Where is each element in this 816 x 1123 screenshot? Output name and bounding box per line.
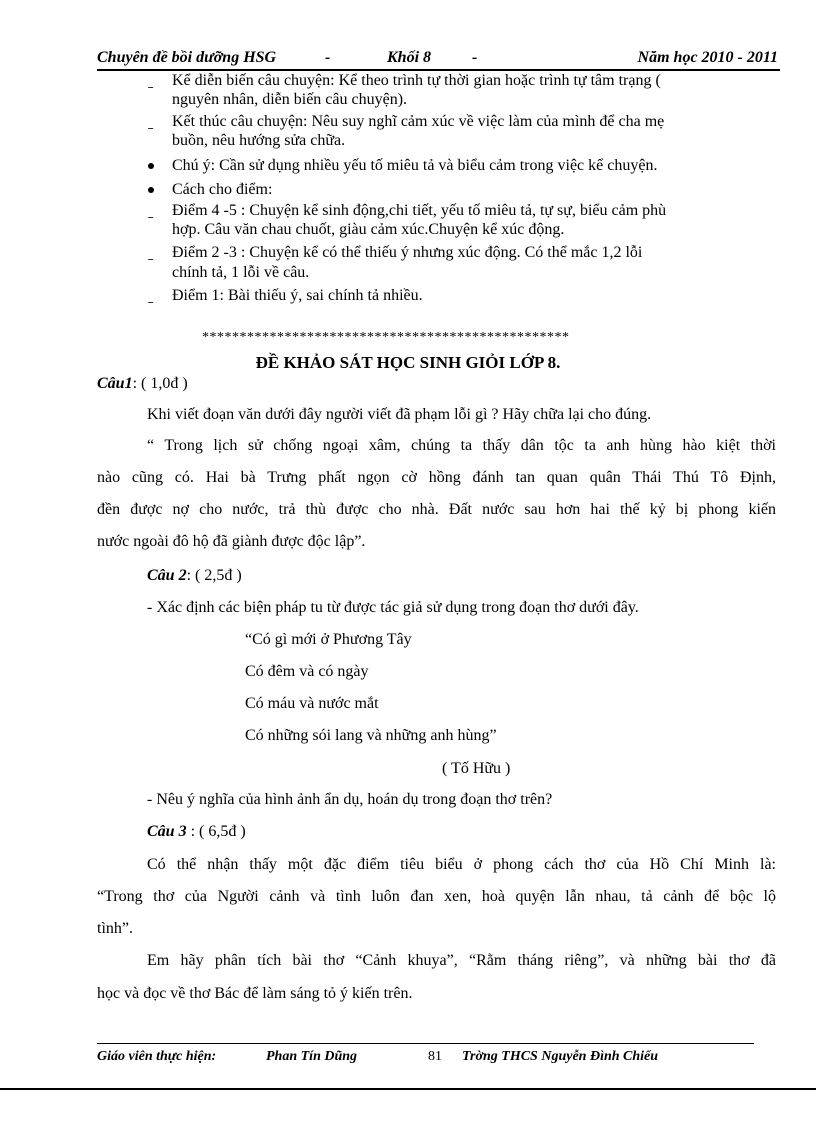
poem-line: “Có gì mới ở Phương Tây [245, 631, 412, 648]
poem-author: ( Tố Hữu ) [442, 760, 511, 777]
q1-score: : ( 1,0đ ) [132, 375, 188, 392]
footer-teacher-label: Giáo viên thực hiện: [97, 1049, 217, 1064]
bullet-text-line: Điểm 2 -3 : Chuyện kể có thể thiếu ý nhưng xúc động. Có thể mắc 1,2 lỗi [172, 244, 643, 261]
q3-score: : ( 6,5đ ) [186, 823, 246, 840]
dash-bullet-icon: ˍ [148, 203, 154, 220]
q3-text-line: tình”. [97, 920, 133, 937]
exam-title: ĐỀ KHẢO SÁT HỌC SINH GIỎI LỚP 8. [255, 353, 561, 372]
q3-task-line: Em hãy phân tích bài thơ “Cảnh khuya”, “Rằm tháng riêng”, và những bài thơ đã [147, 952, 776, 969]
q1-passage-line: nước ngoài đô hộ đã giành được độc lập”. [97, 533, 366, 550]
q3-heading [147, 823, 246, 841]
q1-passage-line: đền được nợ cho nước, trả thù được cho nhà. Đất nước sau hơn hai thế kỷ bị phong kiến [97, 501, 776, 518]
dash-bullet-icon: ˍ [148, 114, 154, 131]
poem-line: Có máu và nước mắt [245, 695, 379, 712]
page-number: 81 [428, 1049, 442, 1064]
footer-school: Trờng THCS Nguyễn Đình Chiểu [462, 1049, 659, 1064]
header-grade: Khối 8 [387, 49, 432, 66]
q3-text-line: Có thể nhận thấy một đặc điểm tiêu biểu ở phong cách thơ của Hồ Chí Minh là: [147, 856, 776, 873]
q2-score: : ( 2,5đ ) [186, 567, 242, 584]
q2-task: - Xác định các biện pháp tu từ được tác giả sử dụng trong đoạn thơ dưới đây. [147, 599, 639, 616]
q1-heading [97, 375, 188, 393]
q2-task: - Nêu ý nghĩa của hình ảnh ẩn dụ, hoán dụ trong đoạn thơ trên? [147, 791, 553, 808]
page-bottom-rule [0, 1088, 816, 1090]
q3-task-line: học và đọc về thơ Bác để làm sáng tỏ ý kiến trên. [97, 985, 413, 1002]
dash-bullet-icon: ˍ [148, 288, 154, 305]
q1-label: Câu1 [97, 375, 133, 392]
footer-teacher-name: Phan Tín Dũng [266, 1049, 358, 1064]
q2-label: Câu 2 [147, 567, 187, 584]
bullet-text-line: Chú ý: Cần sử dụng nhiều yếu tố miêu tả và biểu cảm trong việc kể chuyện. [172, 157, 658, 174]
bullet-text-line: Kể diễn biến câu chuyện: Kể theo trình tự thời gian hoặc trình tự tâm trạng ( [172, 72, 661, 89]
q1-prompt: Khi viết đoạn văn dưới đây người viết đã phạm lỗi gì ? Hãy chữa lại cho đúng. [147, 406, 652, 423]
bullet-text-line: chính tả, 1 lỗi về câu. [172, 264, 310, 281]
bullet-text-line: hợp. Câu văn chau chuốt, giàu cảm xúc.Chuyện kể xúc động. [172, 221, 565, 238]
dash-bullet-icon: ˍ [148, 245, 154, 262]
q3-text-line: “Trong thơ của Người cảnh và tình luôn đan xen, hoà quyện lẫn nhau, tả cảnh để bộc lộ [97, 888, 776, 905]
bullet-text-line: buồn, nêu hướng sửa chữa. [172, 132, 346, 149]
bullet-text-line: Điểm 4 -5 : Chuyện kể sinh động,chi tiết, yếu tố miêu tả, tự sự, biểu cảm phù [172, 202, 667, 219]
bullet-text-line: Cách cho điểm: [172, 181, 273, 198]
dot-bullet-icon [148, 187, 154, 193]
q1-passage-line: “ Trong lịch sử chống ngoại xâm, chúng ta thấy dân tộc ta anh hùng hào kiệt thời [147, 437, 776, 454]
header-sep: - [325, 49, 331, 66]
section-divider: ************************************************* [202, 330, 570, 345]
dot-bullet-icon [148, 163, 154, 169]
poem-line: Có những sói lang và những anh hùng” [245, 727, 497, 744]
header-left: Chuyên đề bồi dưỡng HSG [97, 49, 277, 66]
bullet-text-line: nguyên nhân, diễn biến câu chuyện). [172, 91, 408, 108]
bullet-text-line: Kết thúc câu chuyện: Nêu suy nghĩ cảm xúc về việc làm của mình để cha mẹ [172, 113, 665, 130]
bullet-text-line: Điểm 1: Bài thiếu ý, sai chính tả nhiều. [172, 287, 423, 304]
q1-passage-line: nào cũng có. Hai bà Trưng phất ngọn cờ hồng đánh tan quan quân Thái Thú Tô Định, [97, 469, 776, 486]
page-header [97, 47, 780, 71]
dash-bullet-icon: ˍ [148, 73, 154, 90]
poem-line: Có đêm và có ngày [245, 663, 369, 680]
q2-heading [147, 567, 242, 585]
header-sep: - [472, 49, 478, 66]
q3-label: Câu 3 [147, 823, 187, 840]
footer-rule [97, 1043, 754, 1044]
header-school-year: Năm học 2010 - 2011 [637, 49, 778, 66]
